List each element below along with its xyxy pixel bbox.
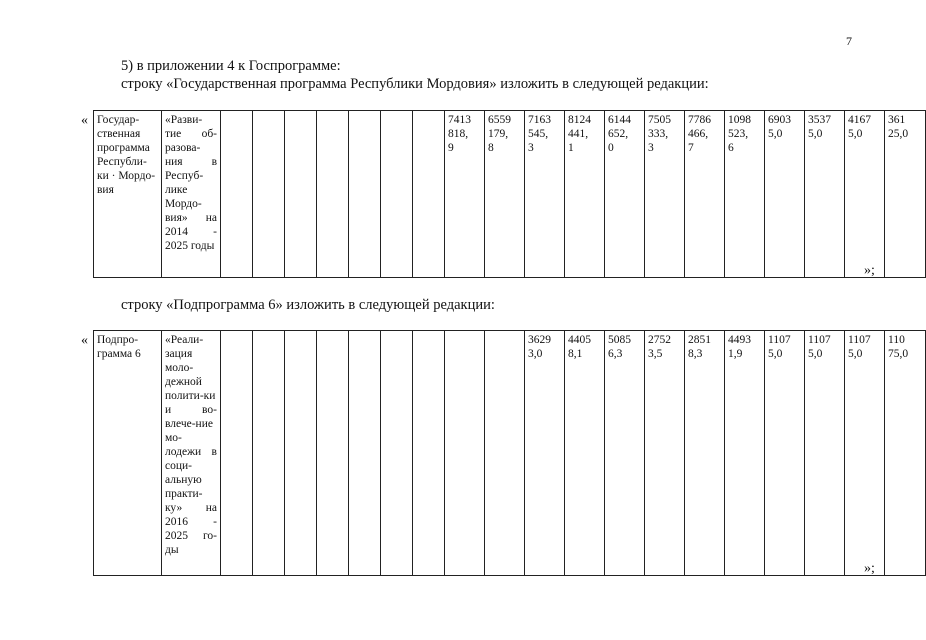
value-cell: 2752 3,5: [645, 331, 685, 576]
value-cell: 7413 818, 9: [445, 111, 485, 278]
value-cell: 1107 5,0: [845, 331, 885, 576]
program-table: [93, 110, 926, 278]
empty-cell: [349, 111, 381, 278]
middle-text: строку «Подпрограмма 6» изложить в следующей редакции:: [121, 297, 495, 313]
table2-open-quote: «: [81, 333, 88, 348]
table-row: [94, 331, 926, 576]
value-cell: 8124 441, 1: [565, 111, 605, 278]
program-name-cell: Государ-ственная программа Республи-ки · Мордо-вия: [94, 111, 162, 278]
value-cell: 110 75,0: [885, 331, 926, 576]
intro-line-2: строку «Государственная программа Республики Мордовия» изложить в следующей редакции:: [121, 76, 709, 92]
program-title-cell: «Разви-тие об-разова-ния в Респуб-лике Мордо-вия» на 2014 - 2025 годы: [162, 111, 221, 278]
empty-cell: [285, 331, 317, 576]
value-cell: 1107 5,0: [805, 331, 845, 576]
value-cell: 4405 8,1: [565, 331, 605, 576]
value-cell: 7505 333, 3: [645, 111, 685, 278]
value-cell: 1098 523, 6: [725, 111, 765, 278]
value-cell: 2851 8,3: [685, 331, 725, 576]
value-cell: 1107 5,0: [765, 331, 805, 576]
value-cell: 5085 6,3: [605, 331, 645, 576]
value-cell: 4167 5,0: [845, 111, 885, 278]
empty-cell: [381, 331, 413, 576]
table-row: [94, 111, 926, 278]
value-cell: 361 25,0: [885, 111, 926, 278]
value-cell: 6903 5,0: [765, 111, 805, 278]
empty-cell: [413, 331, 445, 576]
table2-close-mark: »;: [864, 561, 875, 576]
value-cell: 6144 652, 0: [605, 111, 645, 278]
table1-open-quote: «: [81, 113, 88, 128]
empty-cell: [445, 331, 485, 576]
value-cell: 7163 545, 3: [525, 111, 565, 278]
value-cell: 7786 466, 7: [685, 111, 725, 278]
empty-cell: [221, 111, 253, 278]
empty-cell: [285, 111, 317, 278]
subprogram-table: [93, 330, 926, 576]
subprogram-name-cell: Подпро-грамма 6: [94, 331, 162, 576]
empty-cell: [349, 331, 381, 576]
empty-cell: [317, 111, 349, 278]
empty-cell: [253, 111, 285, 278]
empty-cell: [485, 331, 525, 576]
subprogram-title-cell: «Реали-зация моло-дежной полити-ки и во-влече-ние мо-лодежи в соци-альную практи-ку» на 2016 - 2025 го-ды: [162, 331, 221, 576]
empty-cell: [253, 331, 285, 576]
empty-cell: [317, 331, 349, 576]
empty-cell: [381, 111, 413, 278]
intro-line-1: 5) в приложении 4 к Госпрограмме:: [121, 58, 341, 74]
empty-cell: [221, 331, 253, 576]
empty-cell: [413, 111, 445, 278]
value-cell: 4493 1,9: [725, 331, 765, 576]
table1-close-mark: »;: [864, 263, 875, 278]
value-cell: 6559 179, 8: [485, 111, 525, 278]
value-cell: 3537 5,0: [805, 111, 845, 278]
value-cell: 3629 3,0: [525, 331, 565, 576]
page-number: 7: [846, 34, 852, 48]
